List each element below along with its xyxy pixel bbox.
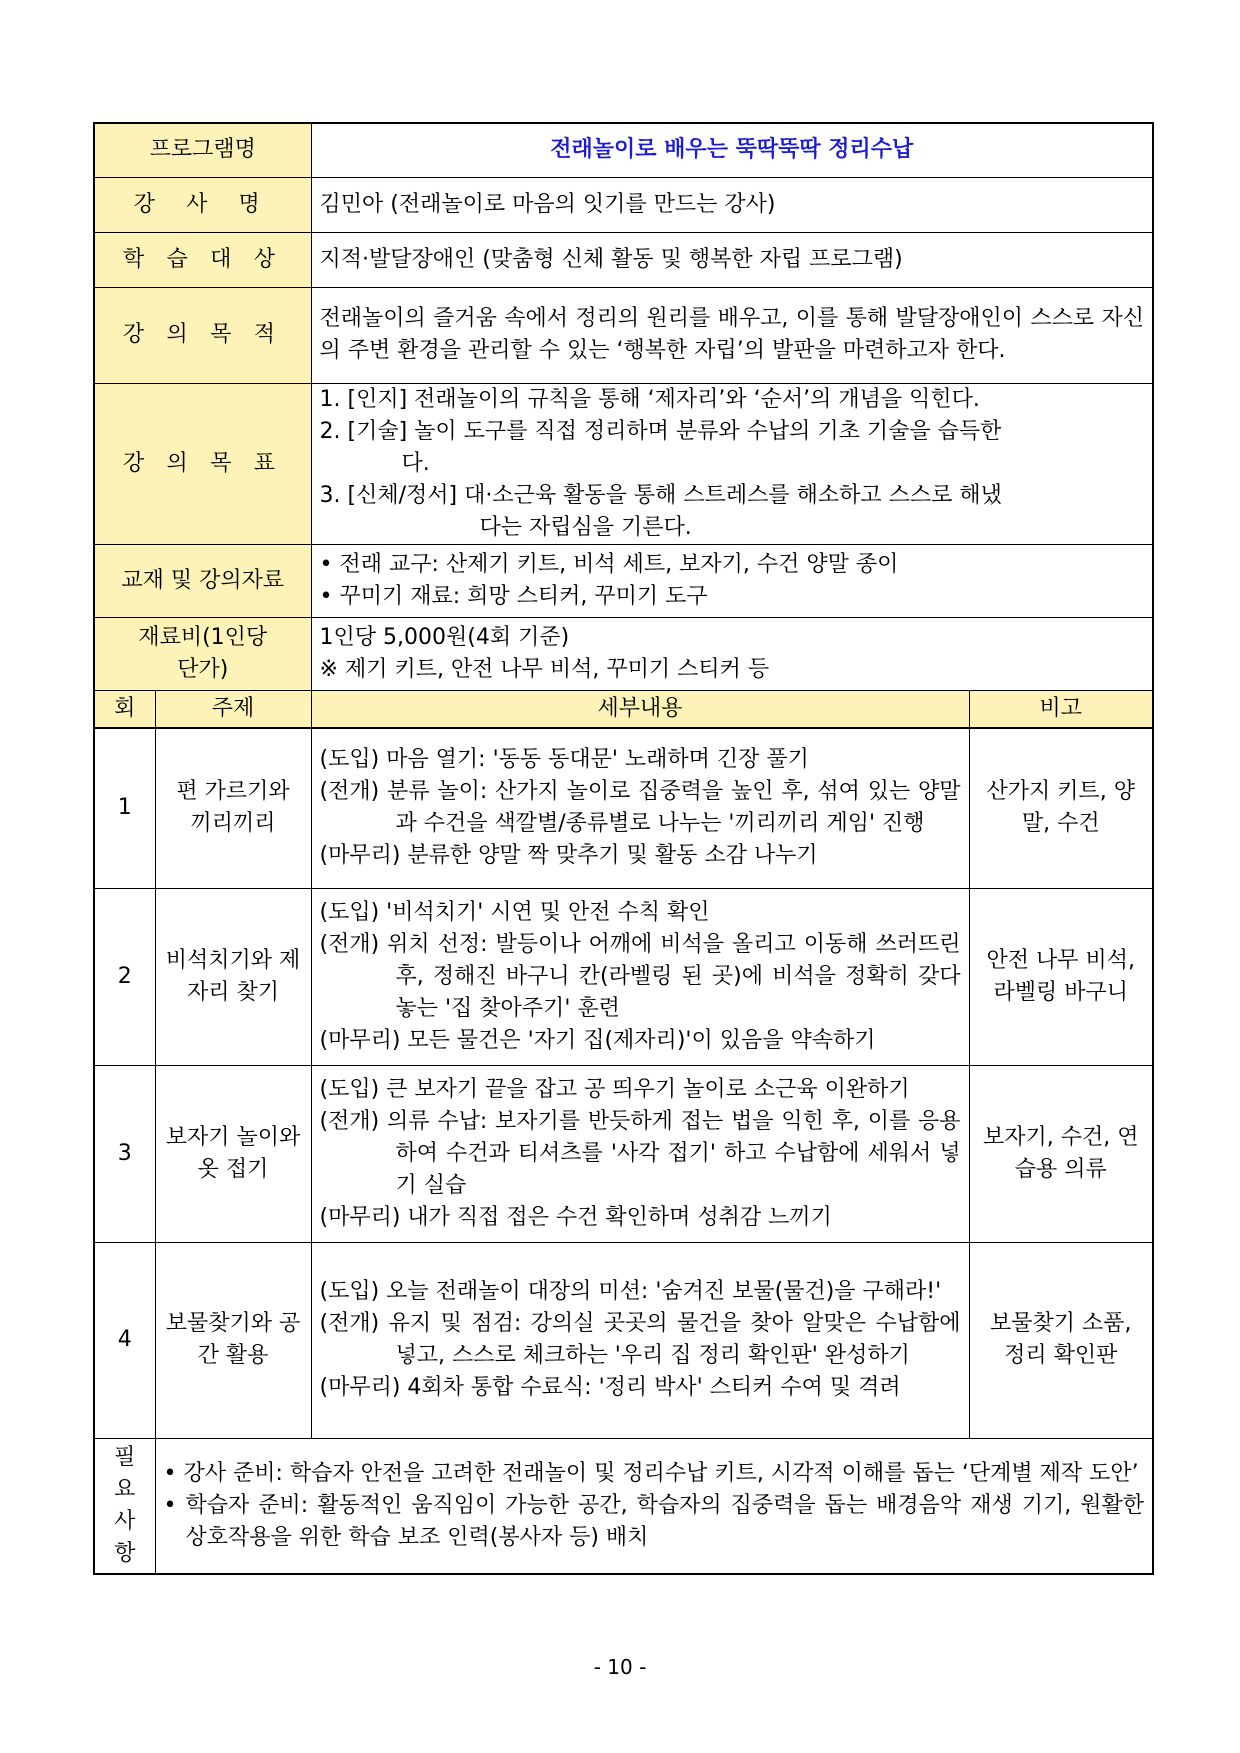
- goal-item-3-cont: 다는 자립심을 기른다.: [479, 514, 692, 540]
- goal-item-2-cont: 다.: [401, 450, 430, 476]
- purpose-value: 전래놀이의 즐거움 속에서 정리의 원리를 배우고, 이를 통해 발달장애인이 스스로 자신의 주변 환경을 관리할 수 있는 ‘행복한 자립’의 발판을 마련하고자 한다.: [311, 287, 1153, 383]
- requirements-item: • 학습자 준비: 활동적인 움직임이 가능한 공간, 학습자의 집중력을 돕는 배경음악 재생 기기, 원활한 상호작용을 위한 학습 보조 인력(봉사자 등) 배치: [163, 1492, 1145, 1550]
- target-value: 지적·발달장애인 (맞춤형 신체 활동 및 행복한 자립 프로그램): [311, 232, 1153, 287]
- instructor-label: 강 사 명: [94, 177, 311, 232]
- session-detail: (도입) 오늘 전래놀이 대장의 미션: '숨겨진 보물(물건)을 구해라!' (전개) 유지 및 점검: 강의실 곳곳의 물건을 찾아 알맞은 수납함에 넣고, 스스로 체크하는 '우리 집 정리 확인판' 완성하기 (마무리) 4회차 통합 수료식: '정리 박사' 스티커 수여 및 격려: [311, 1242, 969, 1438]
- program-title: 전래놀이로 배우는 뚝딱뚝딱 정리수납: [311, 123, 1153, 177]
- session-detail: (도입) 큰 보자기 끝을 잡고 공 띄우기 놀이로 소근육 이완하기 (전개) 의류 수납: 보자기를 반듯하게 접는 법을 익힌 후, 이를 응용하여 수건과 티셔츠를 '사각 접기' 하고 수납함에 세워서 넣기 실습 (마무리) 내가 직접 접은 수건 확인하며 성취감 느끼기: [311, 1065, 969, 1242]
- session-row-2: [94, 888, 1153, 1065]
- requirements-label: 필 요 사 항: [94, 1438, 155, 1574]
- goals-row: [94, 383, 1153, 544]
- materials-row: [94, 544, 1153, 617]
- header-detail: 세부내용: [311, 690, 969, 728]
- materials-list: [311, 544, 1153, 617]
- purpose-label: 강 의 목 적: [94, 287, 311, 383]
- program-label: 프로그램명: [94, 123, 311, 177]
- goal-item-3: 3. [신체/정서] 대·소근육 활동을 통해 스트레스를 해소하고 스스로 해냈: [319, 482, 1002, 508]
- materials-item: • 꾸미기 재료: 희망 스티커, 꾸미기 도구: [319, 583, 708, 609]
- instructor-row: [94, 177, 1153, 232]
- cost-value: [311, 617, 1153, 690]
- materials-item: • 전래 교구: 산제기 키트, 비석 세트, 보자기, 수건 양말 종이: [319, 551, 899, 577]
- requirements-item: • 강사 준비: 학습자 안전을 고려한 전래놀이 및 정리수납 키트, 시각적 이해를 돕는 ‘단계별 제작 도안’: [163, 1460, 1139, 1486]
- session-row-3: [94, 1065, 1153, 1242]
- session-number: 3: [94, 1065, 155, 1242]
- session-topic: 보자기 놀이와 옷 접기: [155, 1065, 311, 1242]
- header-topic: 주제: [155, 690, 311, 728]
- lesson-plan-table: [93, 122, 1154, 1575]
- session-note: 보물찾기 소품, 정리 확인판: [969, 1242, 1153, 1438]
- cost-label: 재료비(1인당 단가): [94, 617, 311, 690]
- session-detail: (도입) 마음 열기: '동동 동대문' 노래하며 긴장 풀기 (전개) 분류 놀이: 산가지 놀이로 집중력을 높인 후, 섞여 있는 양말과 수건을 색깔별/종류별로 나누는 '끼리끼리 게임' 진행 (마무리) 분류한 양말 짝 맞추기 및 활동 소감 나누기: [311, 728, 969, 888]
- session-row-1: [94, 728, 1153, 888]
- session-number: 2: [94, 888, 155, 1065]
- session-topic: 보물찾기와 공간 활용: [155, 1242, 311, 1438]
- header-session: 회: [94, 690, 155, 728]
- target-row: [94, 232, 1153, 287]
- session-topic: 비석치기와 제자리 찾기: [155, 888, 311, 1065]
- lesson-plan-page: [93, 122, 1152, 1575]
- session-number: 4: [94, 1242, 155, 1438]
- cost-row: [94, 617, 1153, 690]
- goals-label: 강 의 목 표: [94, 383, 311, 544]
- materials-label: 교재 및 강의자료: [94, 544, 311, 617]
- schedule-header-row: [94, 690, 1153, 728]
- cost-line-2: ※ 제기 키트, 안전 나무 비석, 꾸미기 스티커 등: [319, 656, 770, 682]
- cost-line-1: 1인당 5,000원(4회 기준): [319, 624, 570, 650]
- session-row-4: [94, 1242, 1153, 1438]
- instructor-value: 김민아 (전래놀이로 마음의 잇기를 만드는 강사): [311, 177, 1153, 232]
- session-detail: (도입) '비석치기' 시연 및 안전 수칙 확인 (전개) 위치 선정: 발등이나 어깨에 비석을 올리고 이동해 쓰러뜨린 후, 정해진 바구니 칸(라벨링 된 곳)에 비석을 정확히 갖다 놓는 '집 찾아주기' 훈련 (마무리) 모든 물건은 '자기 집(제자리)'이 있음을 약속하기: [311, 888, 969, 1065]
- session-topic: 편 가르기와 끼리끼리: [155, 728, 311, 888]
- goal-item-2: 2. [기술] 놀이 도구를 직접 정리하며 분류와 수납의 기초 기술을 습득한: [319, 418, 1002, 444]
- goal-item-1: 1. [인지] 전래놀이의 규칙을 통해 ‘제자리’와 ‘순서’의 개념을 익힌다.: [319, 386, 980, 412]
- target-label: 학 습 대 상: [94, 232, 311, 287]
- session-note: 안전 나무 비석, 라벨링 바구니: [969, 888, 1153, 1065]
- session-note: 산가지 키트, 양말, 수건: [969, 728, 1153, 888]
- session-number: 1: [94, 728, 155, 888]
- requirements-list: [155, 1438, 1153, 1574]
- purpose-row: [94, 287, 1153, 383]
- header-note: 비고: [969, 690, 1153, 728]
- goals-list: [311, 383, 1153, 544]
- program-row: [94, 123, 1153, 177]
- page-number: - 10 -: [593, 1655, 647, 1679]
- session-note: 보자기, 수건, 연습용 의류: [969, 1065, 1153, 1242]
- requirements-row: [94, 1438, 1153, 1574]
